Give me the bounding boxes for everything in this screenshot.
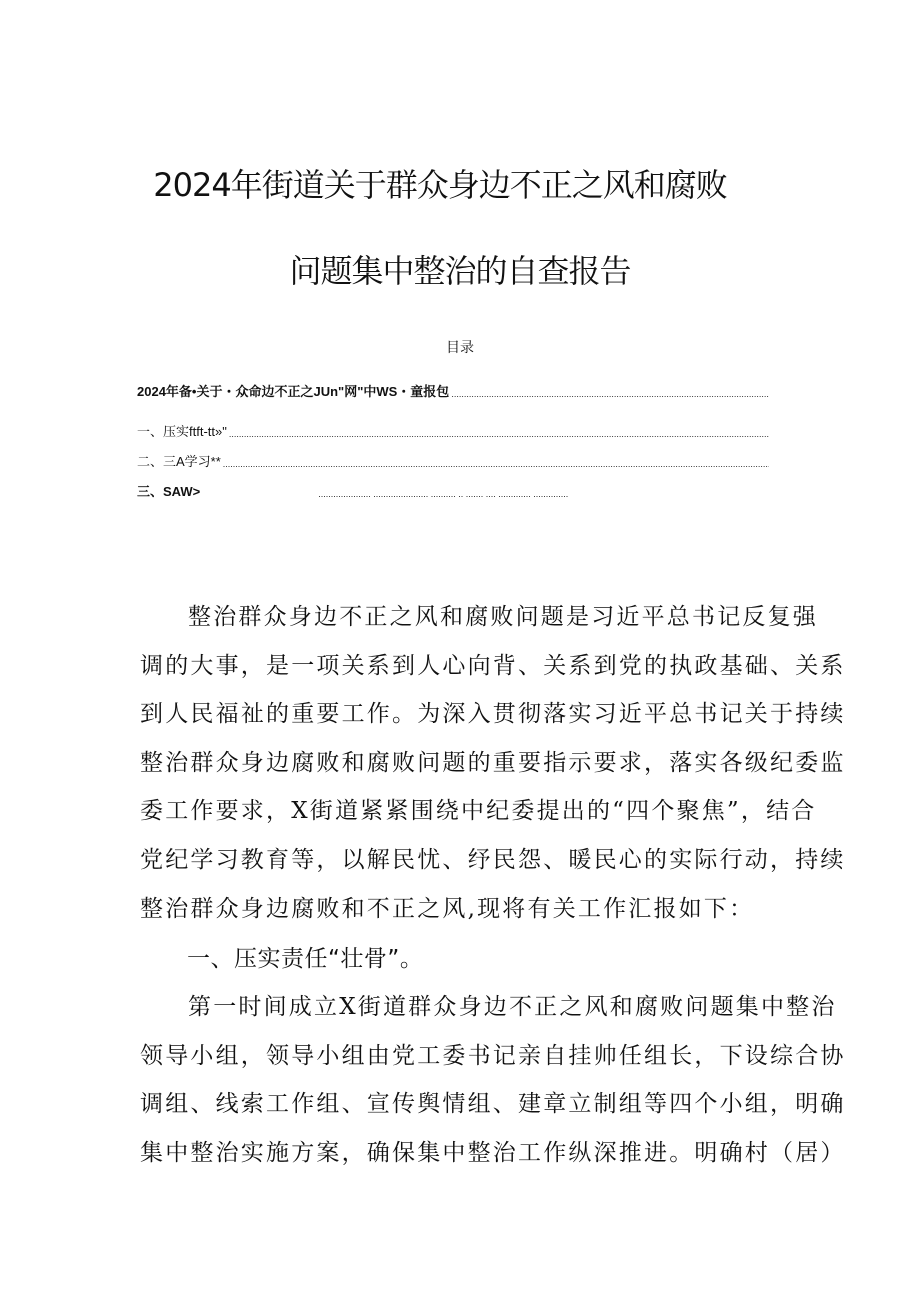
paragraph-line bbox=[140, 593, 818, 642]
toc-entry[interactable] bbox=[137, 380, 769, 400]
toc-entry[interactable] bbox=[137, 480, 769, 500]
paragraph-line: 整治群众身边腐败和不正之风,现将有关工作汇报如下： bbox=[140, 895, 755, 922]
toc-entry-label: 三、SAW> bbox=[137, 484, 201, 499]
toc-leader-dots bbox=[229, 428, 769, 440]
paragraph-line: 委工作要求，X街道紧紧围绕中纪委提出的“四个聚焦”，结合 bbox=[140, 798, 817, 825]
toc-entry[interactable] bbox=[137, 420, 769, 440]
section-heading: 一、压实责任“壮骨”。 bbox=[187, 946, 424, 972]
paragraph-line: 调组、线索工作组、宣传舆情组、建章立制组等四个小组，明确 bbox=[140, 1091, 846, 1118]
paragraph-line: 整治群众身边腐败和腐败问题的重要指示要求，落实各级纪委监 bbox=[140, 749, 846, 776]
document-title-line-1: 2024年街道关于群众身边不正之风和腐败 bbox=[153, 166, 727, 204]
toc-heading: 目录 bbox=[446, 340, 474, 356]
toc-entry-label: 2024年备•关于・众命边不正之JUn"网"中WS・童报包 bbox=[137, 384, 450, 399]
paragraph-line: 党纪学习教育等，以解民忧、纾民怨、暖民心的实际行动，持续 bbox=[140, 846, 846, 873]
intro-paragraph bbox=[140, 593, 846, 933]
paragraph-line: 调的大事，是一项关系到人心向背、关系到党的执政基础、关系 bbox=[140, 652, 846, 679]
document-title-line-2: 问题集中整治的自查报告 bbox=[289, 252, 631, 290]
paragraph-line-text: 第一时间成立X街道群众身边不正之风和腐败问题集中整治 bbox=[188, 994, 837, 1020]
paragraph-line: 到人民福祉的重要工作。为深入贯彻落实习近平总书记关于持续 bbox=[140, 701, 846, 728]
section-paragraph bbox=[140, 983, 846, 1177]
toc-entry[interactable] bbox=[137, 450, 769, 470]
paragraph-line bbox=[140, 983, 837, 1032]
toc-entry-label: 一、压实ftft-tt»" bbox=[137, 424, 227, 439]
toc-leader-dots bbox=[223, 458, 769, 470]
paragraph-line: 集中整治实施方案，确保集中整治工作纵深推进。明确村（居） bbox=[140, 1139, 846, 1166]
toc-entry-label: 二、三A学习** bbox=[137, 454, 221, 469]
toc-leader-dots bbox=[451, 388, 769, 400]
toc-leader-dots bbox=[318, 488, 769, 500]
paragraph-line-text: 整治群众身边不正之风和腐败问题是习近平总书记反复强 bbox=[188, 604, 818, 630]
paragraph-line: 领导小组，领导小组由党工委书记亲自挂帅任组长，下设综合协 bbox=[140, 1042, 846, 1069]
